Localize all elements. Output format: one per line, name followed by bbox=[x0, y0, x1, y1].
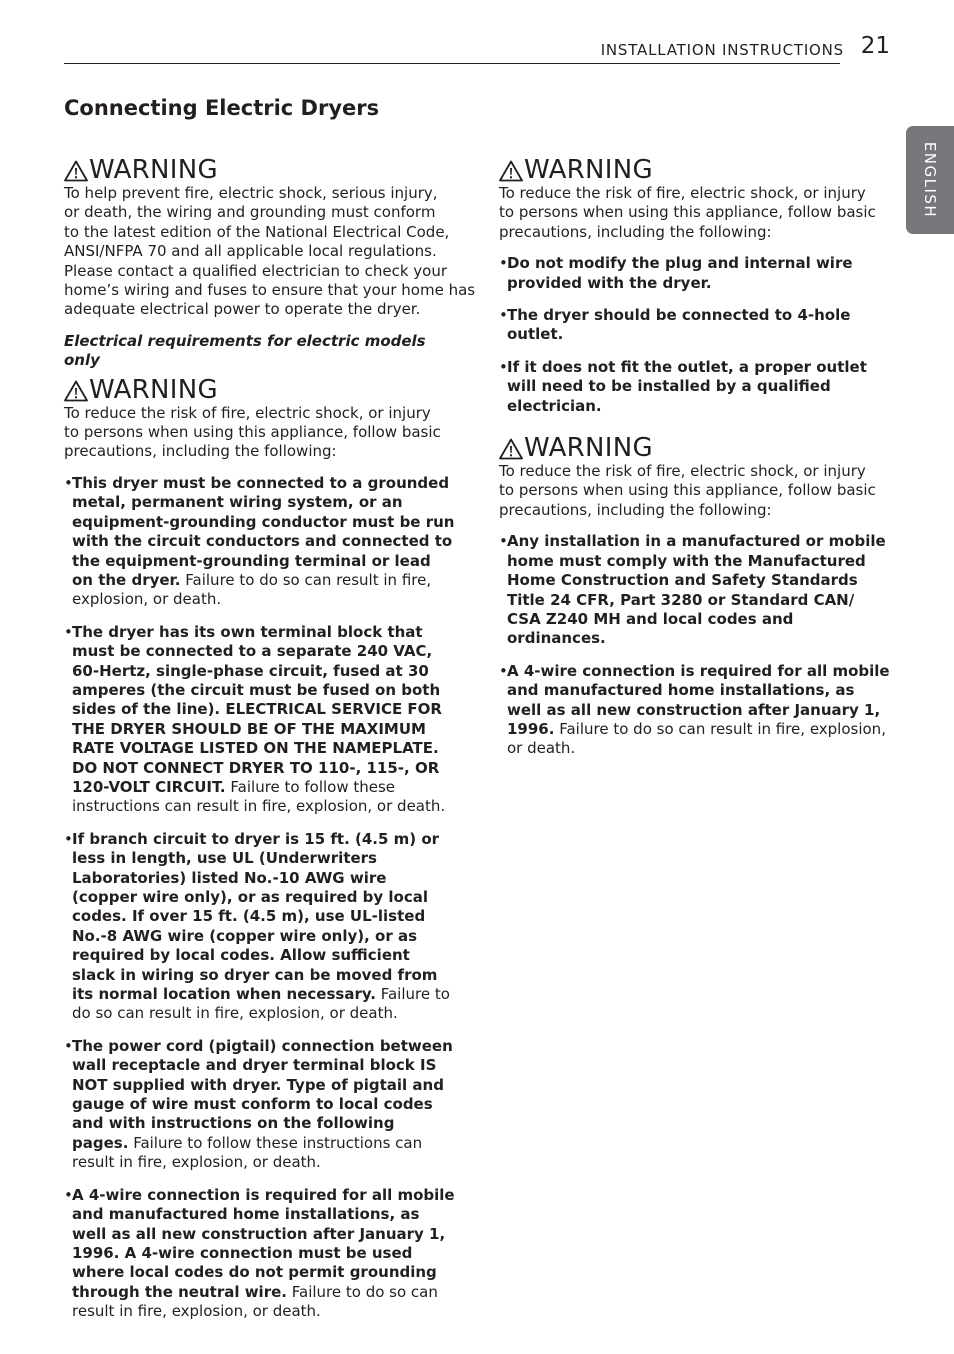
left-column bbox=[64, 151, 476, 1335]
list-item bbox=[499, 306, 891, 345]
bullet-bold-text: The dryer should be connected to 4-hole outlet. bbox=[507, 306, 851, 344]
bullet-normal-text: Failure to follow these instructions can result in fire, explosion, or death. bbox=[72, 777, 446, 816]
body-line: to the latest edition of the National Electrical Code, bbox=[64, 222, 450, 241]
bullet-bold-text: Any installation in a manufactured or mobile home must comply with the Manufactured Home Construction and Safety Standards Title 24 CFR, Part 3280 or Standard CAN/ CSA Z240 MH and local codes and ordinances. bbox=[507, 532, 886, 648]
bullet-normal-text: Failure to follow these instructions can result in fire, explosion, or death. bbox=[72, 1133, 423, 1172]
language-tab bbox=[906, 126, 954, 234]
warning-heading-text: WARNING bbox=[524, 433, 653, 464]
list-item bbox=[499, 254, 891, 293]
bullet-glyph: • bbox=[64, 829, 73, 848]
bullet-glyph: • bbox=[499, 532, 508, 551]
body-line: Please contact a qualified electrician to check your bbox=[64, 261, 448, 280]
language-tab-label: ENGLISH bbox=[921, 141, 939, 219]
warning-body bbox=[499, 184, 891, 242]
bullet-bold-text: A 4-wire connection is required for all mobile and manufactured home installations, as well as all new construction after January 1, 1996. bbox=[507, 661, 890, 738]
body-line: precautions, including the following: bbox=[64, 442, 337, 461]
bullet-list bbox=[499, 254, 891, 416]
list-item bbox=[499, 358, 891, 416]
bullet-glyph: • bbox=[64, 1185, 73, 1204]
bullet-normal-text: Failure to do so can result in fire, explosion, or death. bbox=[72, 570, 432, 609]
warning-triangle-icon bbox=[64, 380, 88, 402]
bullet-glyph: • bbox=[499, 306, 508, 325]
warning-triangle-icon bbox=[64, 160, 88, 182]
warning-heading bbox=[64, 151, 456, 184]
header-section-label: INSTALLATION INSTRUCTIONS bbox=[600, 41, 844, 59]
body-line: precautions, including the following: bbox=[499, 500, 772, 519]
warning-body bbox=[64, 184, 476, 320]
page-number: 21 bbox=[860, 33, 890, 59]
list-item bbox=[499, 532, 891, 648]
list-item bbox=[499, 662, 891, 759]
body-line: To help prevent fire, electric shock, serious injury, bbox=[64, 184, 438, 202]
body-line: home’s wiring and fuses to ensure that your home has bbox=[64, 281, 476, 300]
bullet-bold-text: The dryer has its own terminal block that must be connected to a separate 240 VAC, 60-Hertz, single-phase circuit, fused at 30 amperes (the circuit must be fused on both sides of the line). ELECTRICAL SERVICE FOR THE DRYER SHOULD BE OF THE MAXIMUM RATE VOLTAGE LISTED ON THE NAMEPLATE. DO NOT CONNECT DRYER TO 110-, 115-, OR 120-VOLT CIRCUIT. bbox=[72, 622, 442, 796]
bullet-list bbox=[499, 532, 891, 758]
warning-heading bbox=[499, 151, 891, 184]
body-line: or death, the wiring and grounding must conform bbox=[64, 203, 436, 222]
bullet-normal-text: Failure to do so can result in fire, explosion, or death. bbox=[507, 719, 886, 758]
bullet-list bbox=[64, 474, 456, 1322]
body-line: precautions, including the following: bbox=[499, 222, 772, 241]
list-item bbox=[64, 1037, 456, 1173]
warning-triangle-icon bbox=[499, 438, 523, 460]
right-column bbox=[499, 151, 891, 772]
warning-heading-text: WARNING bbox=[524, 155, 653, 185]
bullet-bold-text: If it does not fit the outlet, a proper outlet will need to be installed by a qualified electrician. bbox=[507, 357, 867, 415]
bullet-bold-text: A 4-wire connection is required for all mobile and manufactured home installations, as well as all new construction after January 1, 1996. A 4-wire connection must be used where local codes do not permit grounding through the neutral wire. bbox=[72, 1185, 455, 1301]
body-line: ANSI/NFPA 70 and all applicable local regulations. bbox=[64, 242, 437, 261]
bullet-bold-text: Do not modify the plug and internal wire provided with the dryer. bbox=[507, 254, 853, 292]
list-item bbox=[64, 1186, 456, 1322]
warning-body bbox=[499, 462, 891, 520]
body-line: To reduce the risk of fire, electric shock, or injury bbox=[499, 184, 866, 202]
body-line: To reduce the risk of fire, electric shock, or injury bbox=[64, 403, 431, 422]
bullet-normal-text: Failure to do so can result in fire, explosion, or death. bbox=[72, 985, 450, 1023]
warning-triangle-icon bbox=[499, 160, 523, 182]
bullet-normal-text: Failure to do so can result in fire, explosion, or death. bbox=[72, 1282, 438, 1321]
bullet-bold-text: The power cord (pigtail) connection between wall receptacle and dryer terminal block IS NOT supplied with dryer. Type of pigtail and gauge of wire must conform to local codes and with instructions on the following pages. bbox=[72, 1036, 453, 1152]
bullet-bold-text: This dryer must be connected to a grounded metal, permanent wiring system, or an equipment-grounding conductor must be run with the circuit conductors and connected to the equipment-grounding terminal or lead on the dryer. bbox=[72, 473, 455, 589]
warning-heading-text: WARNING bbox=[89, 374, 218, 405]
bullet-glyph: • bbox=[64, 473, 73, 492]
body-line: to persons when using this appliance, follow basic bbox=[64, 423, 441, 442]
bullet-glyph: • bbox=[64, 622, 73, 641]
body-line: adequate electrical power to operate the dryer. bbox=[64, 300, 421, 319]
body-line: to persons when using this appliance, follow basic bbox=[499, 481, 876, 500]
bullet-bold-text: If branch circuit to dryer is 15 ft. (4.5 m) or less in length, use UL (Underwriters Laboratories) listed No.-10 AWG wire (copper wire only), or as required by local codes. If over 15 ft. (4.5 m), use UL-listed No.-8 AWG wire (copper wire only), or as required by local codes. Allow sufficient slack in wiring so dryer can be moved from its normal location when necessary. bbox=[72, 829, 440, 1004]
list-item bbox=[64, 474, 456, 610]
bullet-glyph: • bbox=[64, 1036, 73, 1055]
warning-heading bbox=[64, 371, 456, 404]
bullet-glyph: • bbox=[499, 357, 508, 376]
requirements-note: Electrical requirements for electric models only bbox=[64, 331, 426, 370]
warning-heading-text: WARNING bbox=[89, 155, 218, 185]
warning-body bbox=[64, 404, 456, 462]
list-item bbox=[64, 623, 456, 817]
list-item bbox=[64, 830, 456, 1024]
body-line: to persons when using this appliance, follow basic bbox=[499, 203, 876, 222]
header-rule bbox=[64, 63, 840, 64]
warning-heading bbox=[499, 429, 891, 462]
bullet-glyph: • bbox=[499, 254, 508, 273]
page-title: Connecting Electric Dryers bbox=[64, 96, 380, 120]
bullet-glyph: • bbox=[499, 661, 508, 680]
body-line: To reduce the risk of fire, electric shock, or injury bbox=[499, 462, 866, 481]
